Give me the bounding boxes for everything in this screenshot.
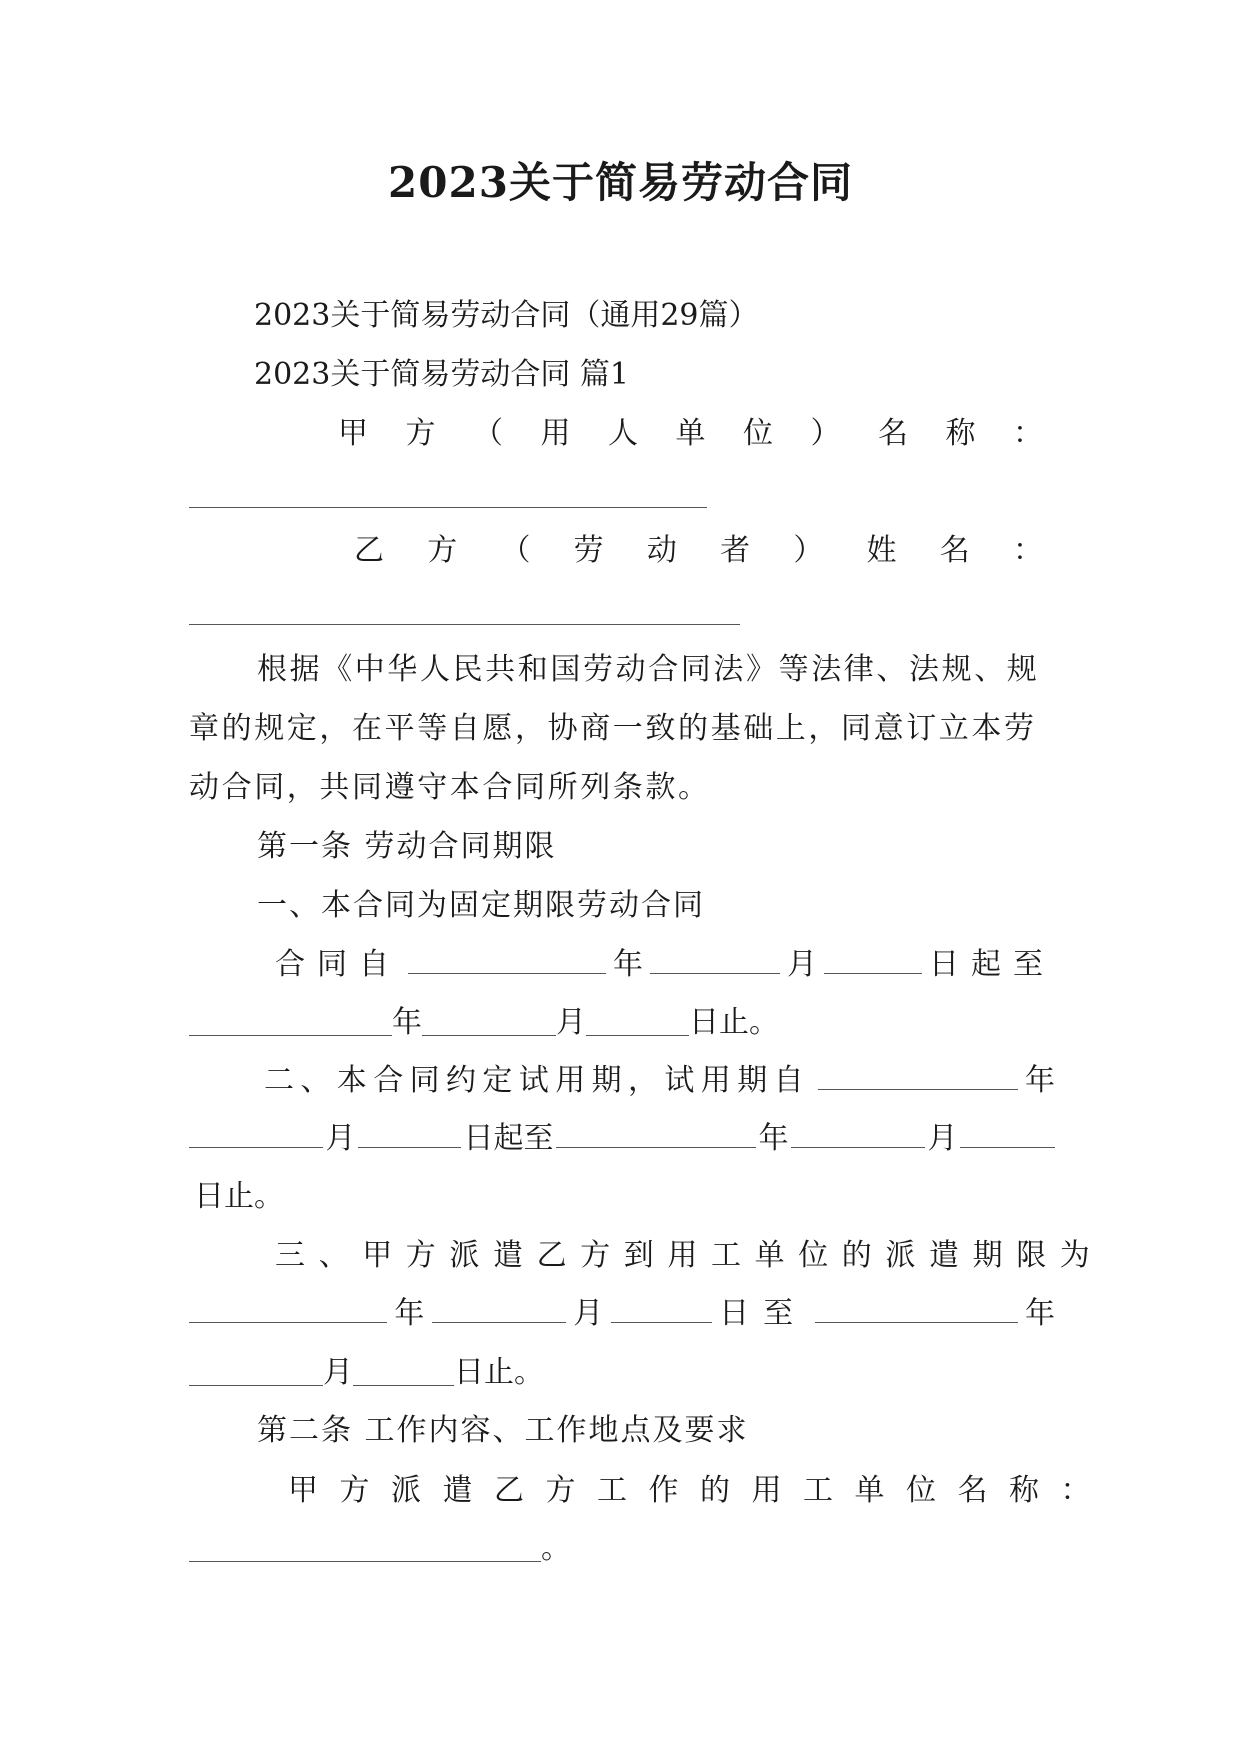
contract-term-line-2	[189, 996, 1055, 1050]
party-a-blank	[189, 507, 707, 508]
dispatch-start-month-blank	[432, 1320, 566, 1323]
probation-end-year-blank	[556, 1145, 756, 1148]
month-label: 月	[787, 947, 817, 982]
document-subtitle: 2023关于简易劳动合同（通用29篇）	[254, 298, 759, 333]
probation-line-2	[189, 1112, 1055, 1166]
start-month-blank	[650, 971, 780, 974]
employer-unit-label: 甲方派遣乙方工作的用工单位名称：	[288, 1473, 1112, 1508]
party-a-label	[338, 407, 1043, 461]
month-label: 月	[573, 1296, 604, 1331]
probation-label: 二、本合同约定试用期，试用期自	[264, 1063, 810, 1098]
dispatch-line-1: 三、甲方派遣乙方到用工单位的派遣期限为	[275, 1238, 1104, 1273]
document-title: 2023关于简易劳动合同	[388, 158, 853, 207]
party-a-label-char: ：	[1013, 416, 1043, 451]
dispatch-end-day-blank	[353, 1383, 454, 1386]
probation-end-month-blank	[791, 1145, 925, 1148]
dispatch-start-year-blank	[189, 1320, 387, 1323]
article-2-title: 第二条 工作内容、工作地点及要求	[257, 1413, 749, 1448]
party-a-label-char: 名	[878, 416, 908, 451]
intro-line-1: 根据《中华人民共和国劳动合同法》等法律、法规、规	[257, 652, 1040, 687]
party-b-label-char: 名	[939, 533, 970, 568]
probation-end-label: 日止。	[194, 1179, 284, 1214]
dispatch-line-2	[189, 1287, 1055, 1341]
month-label: 月	[323, 1355, 353, 1390]
party-b-label-char: 者	[720, 533, 751, 568]
day-end-label: 日止。	[689, 1005, 779, 1040]
party-b-label-char: 动	[646, 533, 677, 568]
employer-unit-line	[189, 1522, 1055, 1576]
party-b-label-char: 方	[427, 533, 458, 568]
section-heading: 2023关于简易劳动合同 篇1	[254, 357, 629, 392]
start-day-blank	[824, 971, 922, 974]
probation-start-month-blank	[189, 1145, 323, 1148]
probation-line-1	[264, 1054, 1055, 1108]
start-year-blank	[408, 971, 606, 974]
day-from-to-label: 日起至	[929, 947, 1055, 982]
day-from-to-label: 日起至	[463, 1121, 554, 1156]
month-label: 月	[927, 1121, 958, 1156]
end-day-blank	[586, 1033, 689, 1036]
day-end-label: 日止。	[454, 1355, 544, 1390]
party-b-blank	[189, 624, 740, 625]
article-1-title: 第一条 劳动合同期限	[257, 829, 557, 864]
day-to-label: 日至	[719, 1296, 808, 1331]
contract-term-line-1	[275, 938, 1055, 992]
party-b-label-char: 劳	[573, 533, 604, 568]
party-b-label-char: ：	[1012, 533, 1043, 568]
employer-unit-period: 。	[541, 1531, 571, 1566]
intro-line-3: 动合同，共同遵守本合同所列条款。	[189, 770, 711, 805]
year-label: 年	[1024, 1296, 1055, 1331]
party-a-label-char: 称	[945, 416, 976, 451]
probation-start-year-blank	[818, 1087, 1018, 1090]
intro-line-2: 章的规定，在平等自愿，协商一致的基础上，同意订立本劳	[189, 711, 1037, 746]
dispatch-line-3	[189, 1346, 1055, 1400]
year-label: 年	[392, 1005, 422, 1040]
party-b-label-char: ）	[793, 533, 824, 568]
end-year-blank	[189, 1033, 392, 1036]
end-month-blank	[422, 1033, 556, 1036]
party-b-label-char: 乙	[354, 533, 384, 568]
party-a-label-char: 单	[675, 416, 706, 451]
month-label: 月	[556, 1005, 586, 1040]
dispatch-end-year-blank	[815, 1320, 1018, 1323]
dispatch-end-month-blank	[189, 1383, 323, 1386]
party-a-label-char: 方	[405, 416, 436, 451]
party-a-label-char: 用	[540, 416, 571, 451]
year-label: 年	[613, 947, 643, 982]
year-label: 年	[1025, 1063, 1055, 1098]
article-1-item-1: 一、本合同为固定期限劳动合同	[257, 888, 705, 923]
party-b-label-char: （	[500, 533, 531, 568]
probation-end-day-blank	[960, 1145, 1055, 1148]
party-b-label-char: 姓	[866, 533, 897, 568]
dispatch-start-day-blank	[611, 1320, 712, 1323]
probation-start-day-blank	[358, 1145, 461, 1148]
party-a-label-char: ）	[810, 416, 841, 451]
contract-from-label: 合同自	[275, 947, 401, 982]
year-label: 年	[394, 1296, 425, 1331]
party-a-label-char: 甲	[338, 416, 368, 451]
party-a-label-char: 人	[608, 416, 638, 451]
party-a-label-char: （	[473, 416, 503, 451]
month-label: 月	[325, 1121, 356, 1156]
party-a-label-char: 位	[743, 416, 773, 451]
year-label: 年	[758, 1121, 789, 1156]
party-b-label	[354, 524, 1043, 578]
employer-unit-blank	[189, 1559, 541, 1562]
